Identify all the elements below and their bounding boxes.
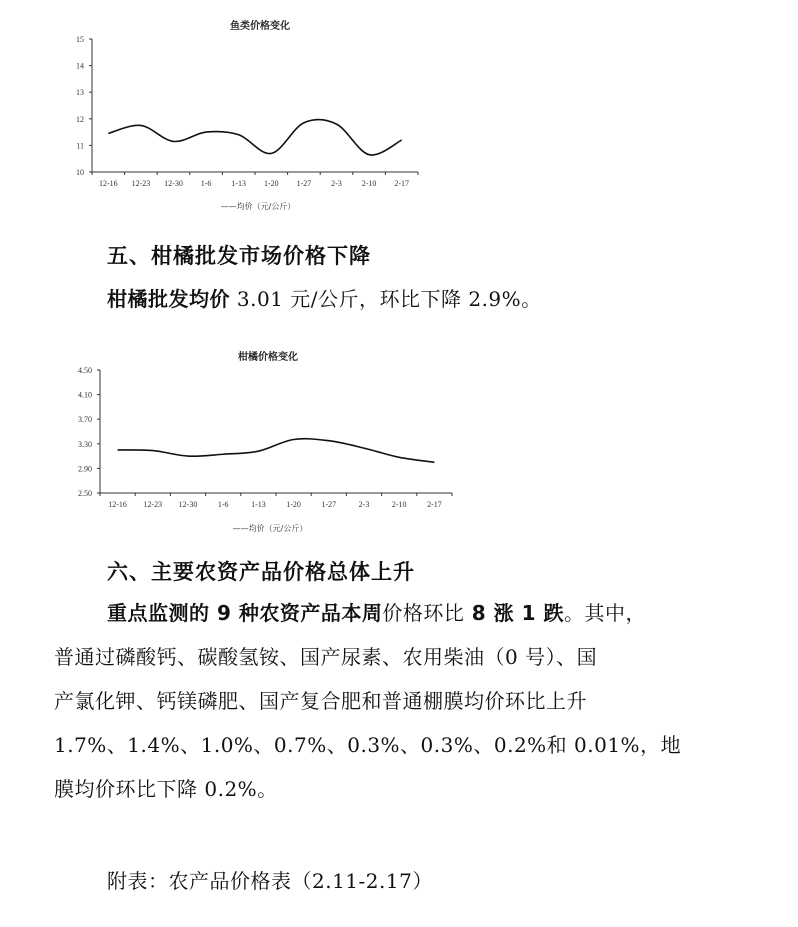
x-tick-label: 1-20 — [286, 500, 301, 509]
section6-heading: 六、主要农资产品价格总体上升 — [107, 560, 415, 584]
y-tick-label: 13 — [76, 88, 84, 98]
section6-line3: 产氯化钾、钙镁磷肥、国产复合肥和普通棚膜均价环比上升 — [54, 689, 587, 713]
section6-line1-normal: 价格环比 — [382, 601, 465, 625]
y-tick-label: 4.10 — [78, 390, 92, 400]
x-tick-label: 12-16 — [108, 500, 127, 509]
chart-title: 鱼类价格变化 — [230, 21, 290, 32]
section6-line1 — [107, 592, 646, 636]
appendix-caption: 附表：农产品价格表（2.11-2.17） — [107, 869, 433, 893]
y-tick-label: 12 — [76, 114, 84, 124]
series-line — [108, 120, 401, 155]
y-tick-label: 14 — [76, 61, 84, 71]
x-tick-label: 1-20 — [263, 179, 279, 188]
y-tick-label: 4.50 — [78, 366, 92, 375]
section6-line1-bold: 重点监测的 9 种农资产品本周 — [107, 601, 383, 625]
y-tick-label: 3.30 — [78, 439, 92, 449]
legend-label: ——均价（元/公斤） — [220, 202, 296, 211]
x-tick-label: 1-27 — [296, 179, 312, 188]
x-tick-label: 2-17 — [427, 500, 442, 509]
x-tick-label: 12-30 — [178, 500, 198, 509]
y-tick-label: 10 — [76, 168, 84, 177]
citrus-price-svg — [60, 345, 460, 540]
x-tick-label: 1-13 — [251, 500, 266, 509]
section5-lead: 柑橘批发均价 — [107, 287, 230, 311]
x-tick-label: 1-27 — [321, 500, 337, 509]
x-tick-label: 12-23 — [143, 500, 163, 509]
y-tick-label: 15 — [76, 35, 84, 44]
section5-paragraph — [107, 278, 542, 322]
y-tick-label: 2.90 — [78, 464, 92, 474]
section6-line1-bold2: 8 涨 1 跌 — [464, 601, 565, 625]
section6-line1-end: 。其中， — [564, 601, 647, 625]
x-tick-label: 12-23 — [131, 179, 151, 188]
section5-heading: 五、柑橘批发市场价格下降 — [107, 244, 371, 268]
fish-price-chart — [60, 10, 440, 215]
series-line — [118, 439, 435, 463]
x-tick-label: 12-30 — [164, 179, 183, 188]
legend-label: ——均价（元/公斤） — [232, 524, 308, 533]
x-tick-label: 12-16 — [98, 179, 118, 188]
x-tick-label: 1-6 — [200, 179, 212, 188]
section6-line4: 1.7%、1.4%、1.0%、0.7%、0.3%、0.3%、0.2%和 0.01%，地 — [54, 733, 682, 757]
y-tick-label: 3.70 — [78, 415, 92, 425]
chart-title: 柑橘价格变化 — [238, 352, 298, 363]
section5-rest: 3.01 元/公斤，环比下降 2.9%。 — [230, 287, 542, 311]
y-tick-label: 2.50 — [78, 489, 92, 498]
x-tick-label: 1-13 — [231, 179, 247, 188]
x-tick-label: 2-10 — [391, 500, 407, 509]
x-tick-label: 2-3 — [358, 500, 370, 509]
x-tick-label: 2-10 — [361, 179, 377, 188]
x-tick-label: 2-17 — [394, 179, 410, 188]
section6-line5: 膜均价环比下降 0.2%。 — [54, 777, 278, 801]
citrus-price-chart — [60, 345, 460, 540]
x-tick-label: 1-6 — [217, 500, 229, 509]
section6-line2: 普通过磷酸钙、碳酸氢铵、国产尿素、农用柴油（0 号）、国 — [54, 645, 598, 669]
x-tick-label: 2-3 — [331, 179, 342, 188]
y-tick-label: 11 — [76, 141, 84, 151]
fish-price-svg — [60, 10, 440, 215]
